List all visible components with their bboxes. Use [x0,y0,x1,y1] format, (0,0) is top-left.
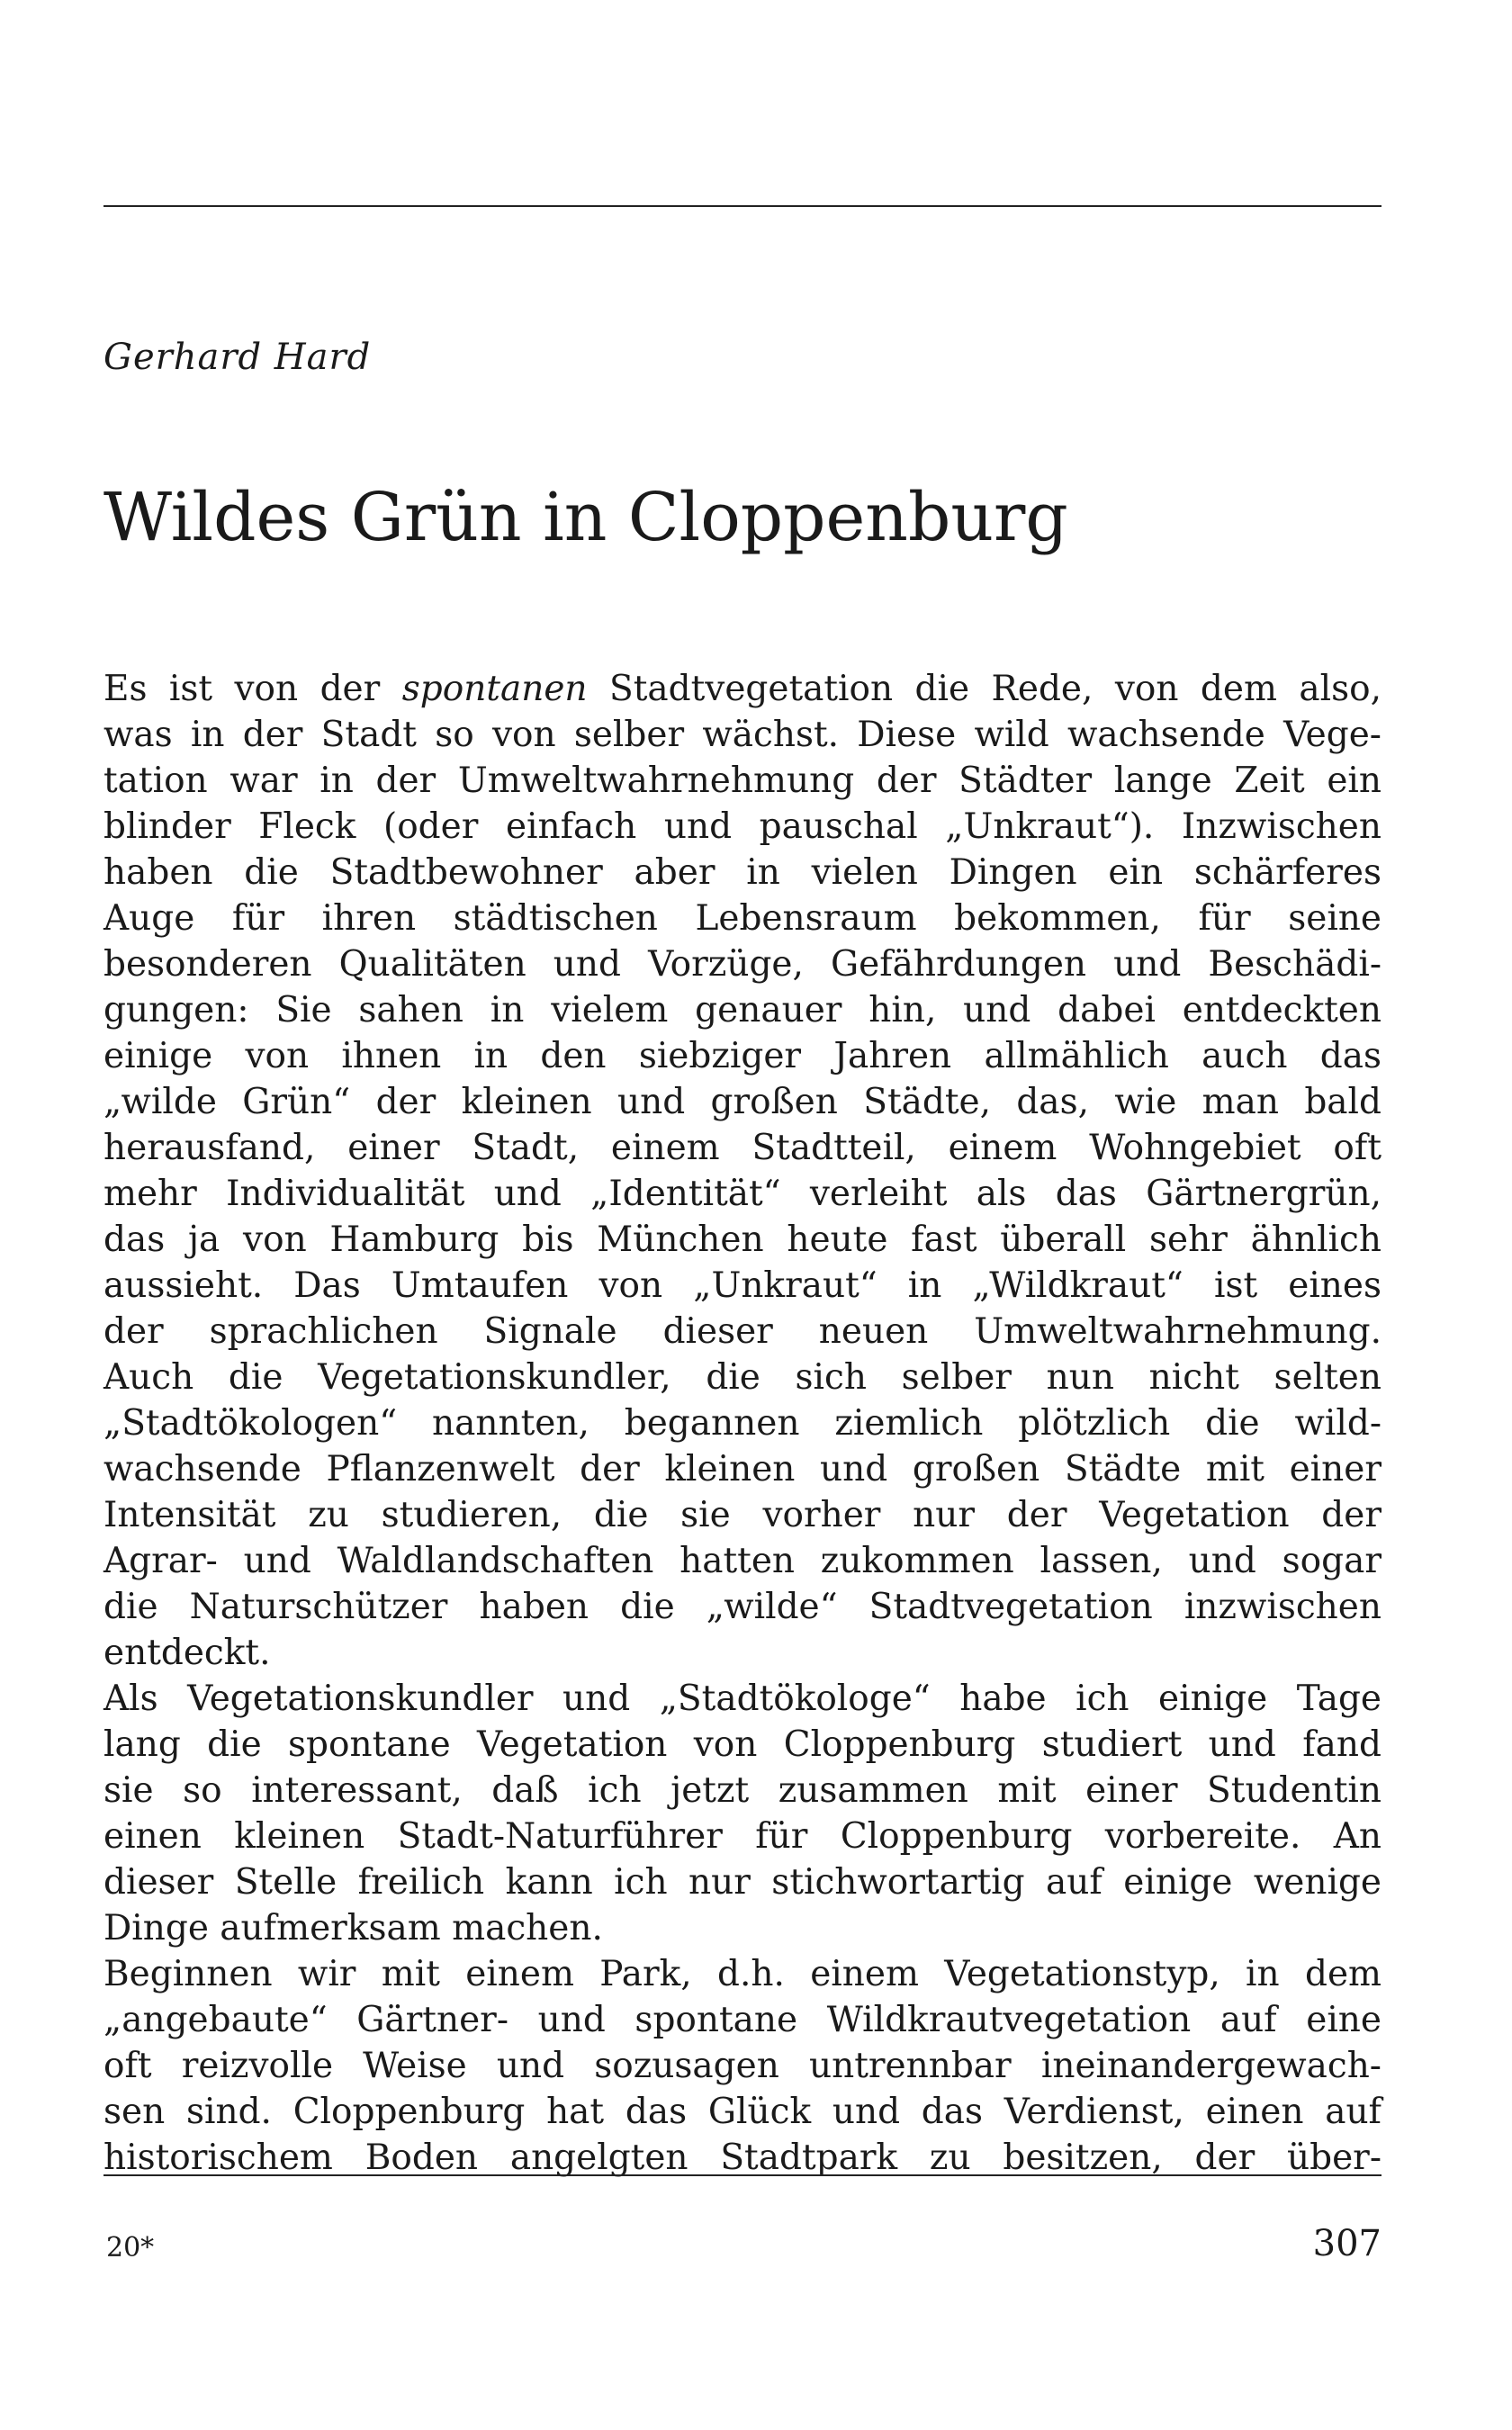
text-line: aussieht. Das Umtaufen von „Unkraut“ in „Wildkraut“ ist eines [104,1265,1382,1306]
signature-mark: 20* [106,2232,155,2264]
text-line: „Stadtökologen“ nannten, begannen ziemlich plötzlich die wild- [104,1403,1382,1444]
text-line: Beginnen wir mit einem Park, d.h. einem Vegetationstyp, in dem [104,1954,1382,1994]
text-line: besonderen Qualitäten und Vorzüge, Gefährdungen und Beschädi- [104,944,1382,985]
text-line: blinder Fleck (oder einfach und pauschal „Unkraut“). Inzwischen [104,806,1382,847]
text-line: gungen: Sie sahen in vielem genauer hin, und dabei entdeckten [104,990,1382,1030]
text-line: herausfand, einer Stadt, einem Stadtteil, einem Wohngebiet oft [104,1128,1382,1168]
page-number: 307 [1312,2223,1382,2264]
text-line: entdeckt. [104,1633,271,1673]
text-line: einen kleinen Stadt-Naturführer für Cloppenburg vorbereite. An [104,1816,1382,1857]
text-line [104,666,1382,712]
text-line: „wilde Grün“ der kleinen und großen Städte, das, wie man bald [104,1082,1382,1122]
text-line: Intensität zu studieren, die sie vorher nur der Vegetation der [104,1495,1382,1535]
text-line: sie so interessant, daß ich jetzt zusammen mit einer Studentin [104,1770,1382,1811]
text-line: Agrar- und Waldlandschaften hatten zukommen lassen, und sogar [104,1541,1382,1581]
article-body [104,666,1382,2181]
text-line: „angebaute“ Gärtner- und spontane Wildkrautvegetation auf eine [104,2000,1382,2040]
text-line: Dinge aufmerksam machen. [104,1908,603,1948]
text-line: wachsende Pflanzenwelt der kleinen und großen Städte mit einer [104,1449,1382,1490]
text-line: dieser Stelle freilich kann ich nur stichwortartig auf einige wenige [104,1862,1382,1903]
text-line: was in der Stadt so von selber wächst. Diese wild wachsende Vege- [104,715,1382,755]
text-line: Auch die Vegetationskundler, die sich selber nun nicht selten [104,1357,1382,1398]
text-line: tation war in der Umweltwahrnehmung der Städter lange Zeit ein [104,760,1382,801]
bottom-rule [104,2174,1382,2176]
text-line: mehr Individualität und „Identität“ verleiht als das Gärtnergrün, [104,1174,1382,1214]
text-line: sen sind. Cloppenburg hat das Glück und das Verdienst, einen auf [104,2092,1382,2132]
text-line: Auge für ihren städtischen Lebensraum bekommen, für seine [104,898,1382,939]
text-run: Stadtvegetation die Rede, von dem also, [587,669,1382,709]
text-line: einige von ihnen in den siebziger Jahren allmählich auch das [104,1036,1382,1076]
author-name: Gerhard Hard [104,337,372,378]
text-line: die Naturschützer haben die „wilde“ Stadtvegetation inzwischen [104,1587,1382,1627]
text-line: das ja von Hamburg bis München heute fast überall sehr ähnlich [104,1220,1382,1260]
text-line: haben die Stadtbewohner aber in vielen Dingen ein schärferes [104,852,1382,893]
text-run: Es ist von der [104,669,402,709]
text-line: lang die spontane Vegetation von Cloppenburg studiert und fand [104,1724,1382,1765]
text-line: der sprachlichen Signale dieser neuen Umweltwahrnehmung. [104,1311,1382,1352]
top-rule [104,205,1382,207]
article-title: Wildes Grün in Cloppenburg [104,479,1068,556]
emphasized-word: spontanen [401,669,588,709]
text-line: oft reizvolle Weise und sozusagen untrennbar ineinandergewach- [104,2046,1382,2086]
text-line: Als Vegetationskundler und „Stadtökologe“ habe ich einige Tage [104,1678,1382,1719]
text-line: historischem Boden angelgten Stadtpark zu besitzen, der über- [104,2138,1382,2178]
